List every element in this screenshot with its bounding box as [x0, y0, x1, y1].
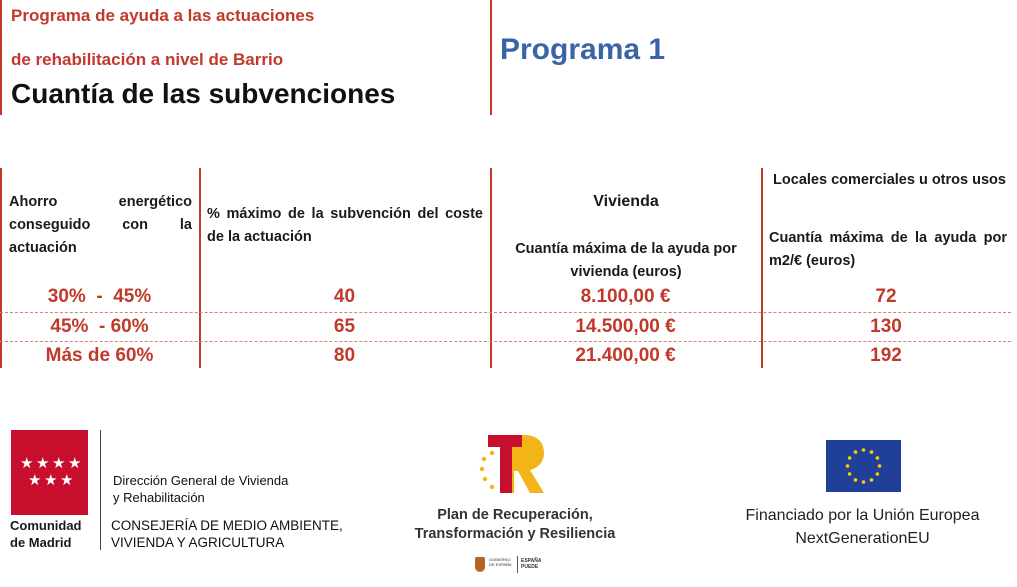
- header-vivienda: Cuantía máxima de la ayuda por vivienda (euros): [515, 241, 737, 280]
- header-ahorro: Ahorro energético conseguido con la actuación: [9, 194, 192, 256]
- title-line-2: de rehabilitación a nivel de Barrio: [11, 50, 284, 69]
- header-divider: [490, 0, 492, 115]
- madrid-divider: [100, 430, 101, 550]
- madrid-flag-icon: ★ ★ ★ ★ ★ ★ ★: [11, 430, 88, 515]
- row-2-vivienda: 14.500,00 €: [575, 316, 676, 337]
- eu-flag-icon: [826, 440, 901, 492]
- row-3-porcentaje: 80: [333, 345, 356, 366]
- col-rule-1: [199, 168, 201, 368]
- madrid-dept-line-1: Dirección General de Vivienda: [113, 473, 289, 488]
- program-title: Programa 1: [500, 33, 666, 66]
- spain-coat-of-arms-icon: [475, 557, 485, 572]
- tr-logo-icon: [478, 433, 548, 495]
- row-1-ahorro: 30% - 45%: [47, 286, 152, 307]
- row-3-ahorro: Más de 60%: [45, 345, 154, 366]
- gobierno-espana-label: GOBIERNO DE ESPAÑA: [489, 557, 512, 567]
- madrid-name-line-1: Comunidad: [10, 518, 82, 533]
- plan-line-1: Plan de Recuperación,: [437, 507, 593, 523]
- row-2-porcentaje: 65: [333, 316, 356, 337]
- header-porcentaje: % máximo de la subvención del coste de la actuación: [207, 206, 483, 245]
- title-line-1: Programa de ayuda a las actuaciones: [11, 6, 315, 25]
- page-title: Cuantía de las subvenciones: [11, 78, 396, 109]
- eu-line-2: NextGenerationEU: [795, 530, 930, 547]
- row-3-locales: 192: [870, 345, 902, 366]
- row-separator-1: [0, 312, 1011, 313]
- madrid-council-line-2: VIVIENDA Y AGRICULTURA: [111, 535, 285, 550]
- espana-puede-label: ESPAÑA PUEDE: [521, 558, 542, 570]
- header-left-rule: [0, 0, 2, 115]
- row-1-vivienda: 8.100,00 €: [580, 286, 671, 307]
- eu-line-1: Financiado por la Unión Europea: [745, 507, 980, 524]
- madrid-name-line-2: de Madrid: [10, 535, 72, 550]
- madrid-dept-line-2: y Rehabilitación: [113, 490, 205, 505]
- logo-separator: [517, 556, 518, 573]
- row-2-locales: 130: [870, 316, 902, 337]
- row-1-locales: 72: [875, 286, 897, 307]
- row-1-porcentaje: 40: [333, 286, 356, 307]
- col-rule-2: [490, 168, 492, 368]
- header-vivienda-group: Vivienda: [593, 193, 659, 210]
- row-separator-2: [0, 341, 1011, 342]
- col-rule-3: [761, 168, 763, 368]
- madrid-council-line-1: CONSEJERÍA DE MEDIO AMBIENTE,: [111, 518, 343, 533]
- header-locales: Cuantía máxima de la ayuda por m2/€ (euros): [769, 230, 1007, 269]
- plan-line-2: Transformación y Resiliencia: [414, 526, 616, 542]
- header-locales-group: Locales comerciales u otros usos: [773, 172, 1006, 188]
- col-rule-0: [0, 168, 2, 368]
- row-2-ahorro: 45% - 60%: [50, 316, 149, 337]
- row-3-vivienda: 21.400,00 €: [575, 345, 676, 366]
